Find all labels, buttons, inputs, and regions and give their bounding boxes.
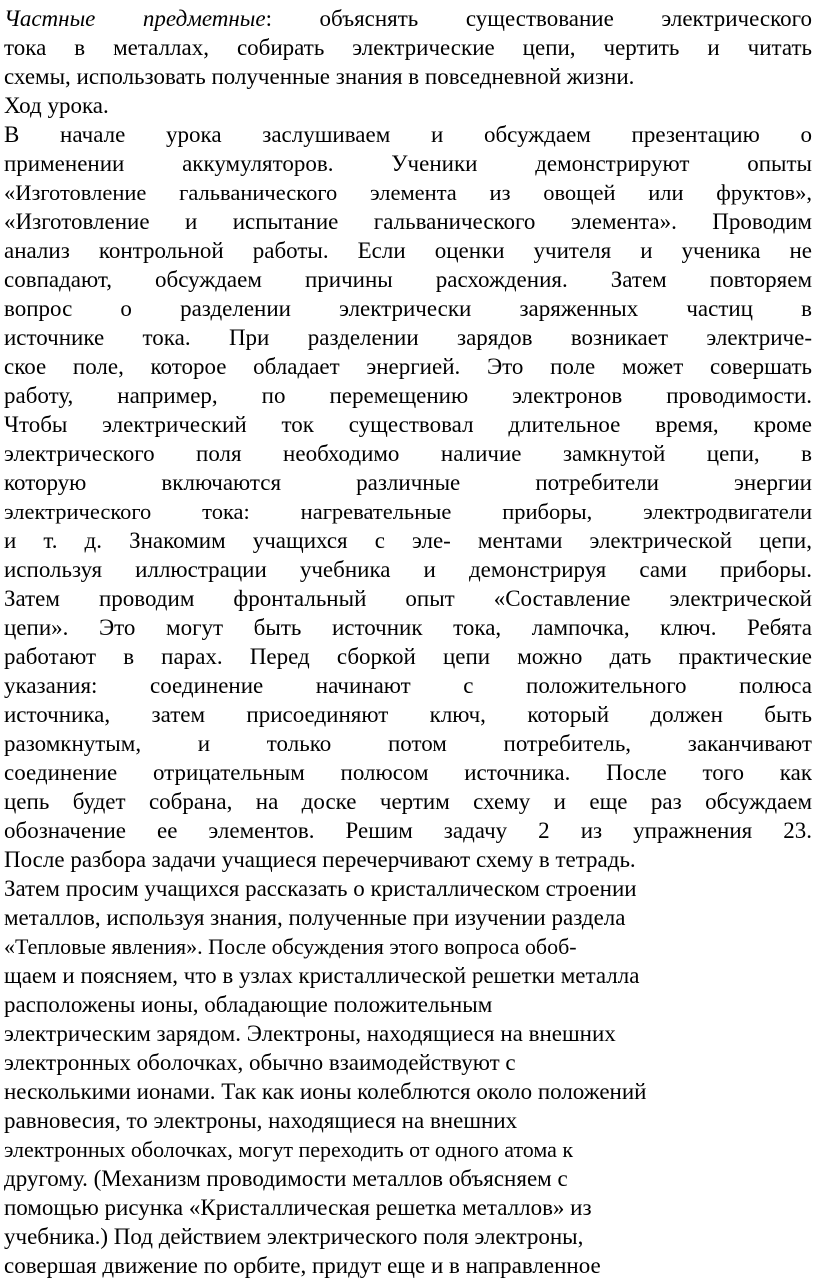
text-line: несколькими ионами. Так как ионы колеблются около положений — [4, 1079, 647, 1104]
text-line: После разбора задачи учащиеся перечерчивают схему в тетрадь. — [4, 847, 636, 872]
text-line: Затем просим учащихся рассказать о кристаллическом строении — [4, 876, 637, 901]
text-line: помощью рисунка «Кристаллическая решетка металлов» из — [4, 1195, 592, 1220]
text-line: источника, затем присоединяют ключ, который должен быть — [4, 702, 812, 727]
text-line: «Тепловые явления». После обсуждения этого вопроса обоб- — [4, 934, 577, 959]
text-line: ское поле, которое обладает энергией. Это поле может совершать — [4, 354, 812, 379]
intro-rest: : объяснять существование электрического — [265, 6, 812, 31]
text-line: В начале урока заслушиваем и обсуждаем презентацию о — [4, 122, 812, 147]
text-line: электронных оболочках, могут переходить от одного атома к — [4, 1137, 574, 1162]
text-line: Чтобы электрический ток существовал длительное время, кроме — [4, 412, 812, 437]
text-line: цепи». Это могут быть источник тока, лампочка, ключ. Ребята — [4, 615, 812, 640]
text-line: «Изготовление и испытание гальванического элемента». Проводим — [4, 209, 812, 234]
text-line: Затем проводим фронтальный опыт «Составление электрической — [4, 586, 812, 611]
text-line: учебника.) Под действием электрического поля электроны, — [4, 1224, 584, 1249]
intro-italic: Частные предметные — [4, 6, 266, 31]
text-line: схемы, использовать полученные знания в повседневной жизни. — [4, 64, 635, 89]
text-line: «Изготовление гальванического элемента из овощей или фруктов», — [4, 180, 812, 205]
text-line: совершая движение по орбите, придут еще и в направленное — [4, 1253, 601, 1278]
text-line-1 — [4, 4, 812, 33]
text-line: цепь будет собрана, на доске чертим схему и еще раз обсуждаем — [4, 789, 812, 814]
text-line: которую включаются различные потребители энергии — [4, 470, 812, 495]
text-line: тока в металлах, собирать электрические цепи, чертить и читать — [4, 35, 812, 60]
text-line: применении аккумуляторов. Ученики демонстрируют опыты — [4, 151, 812, 176]
text-line: электронных оболочках, обычно взаимодействуют с — [4, 1050, 516, 1075]
text-line: вопрос о разделении электрически заряженных частиц в — [4, 296, 812, 321]
text-line: электрического тока: нагревательные приборы, электродвигатели — [4, 499, 812, 524]
text-line: равновесия, то электроны, находящиеся на внешних — [4, 1108, 518, 1133]
text-line: другому. (Механизм проводимости металлов объясняем с — [4, 1166, 568, 1191]
text-line: щаем и поясняем, что в узлах кристаллической решетки металла — [4, 963, 640, 988]
text-line: анализ контрольной работы. Если оценки учителя и ученика не — [4, 238, 812, 263]
text-line: Ход урока. — [4, 93, 109, 118]
text-line: совпадают, обсуждаем причины расхождения. Затем повторяем — [4, 267, 812, 292]
text-line: работу, например, по перемещению электронов проводимости. — [4, 383, 812, 408]
text-line: используя иллюстрации учебника и демонстрируя сами приборы. — [4, 557, 812, 582]
document-page — [4, 0, 812, 1280]
text-line: электрического поля необходимо наличие замкнутой цепи, в — [4, 441, 812, 466]
text-line: соединение отрицательным полюсом источника. После того как — [4, 760, 812, 785]
text-line: разомкнутым, и только потом потребитель, заканчивают — [4, 731, 812, 756]
text-line: источнике тока. При разделении зарядов возникает электриче- — [4, 325, 812, 350]
text-line: обозначение ее элементов. Решим задачу 2 из упражнения 23. — [4, 818, 812, 843]
text-line: указания: соединение начинают с положительного полюса — [4, 673, 812, 698]
text-line: и т. д. Знакомим учащихся с эле- ментами электрической цепи, — [4, 528, 812, 553]
text-line: расположены ионы, обладающие положительным — [4, 992, 493, 1017]
text-line: металлов, используя знания, полученные при изучении раздела — [4, 905, 626, 930]
text-line: работают в парах. Перед сборкой цепи можно дать практические — [4, 644, 812, 669]
text-line: электрическим зарядом. Электроны, находящиеся на внешних — [4, 1021, 616, 1046]
